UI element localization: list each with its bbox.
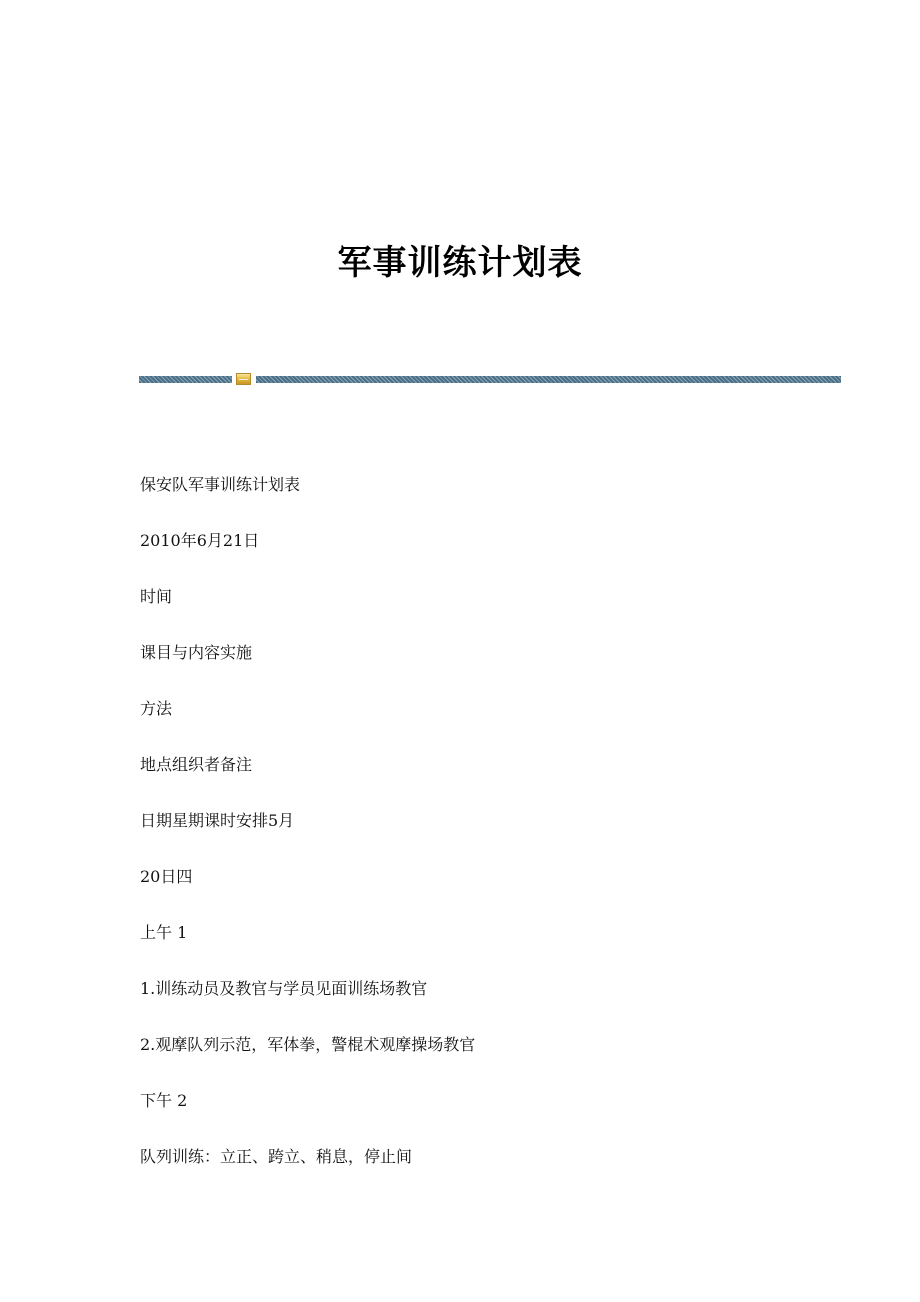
body-line-item-1: 1.训练动员及教官与学员见面训练场教官 [140,979,428,998]
body-line-item-2: 2.观摩队列示范，军体拳，警棍术观摩操场教官 [140,1035,476,1054]
divider-bar-left [139,376,232,383]
body-line-afternoon: 下午 2 [140,1091,188,1110]
body-line-day: 20日四 [140,867,193,886]
body-line-morning: 上午 1 [140,923,188,942]
body-line-schedule-header: 日期星期课时安排5月 [140,811,295,830]
document-body [140,471,840,1199]
body-line-location-organizer: 地点组织者备注 [140,755,253,774]
body-line-drill: 队列训练：立正、跨立、稍息，停止间 [140,1147,413,1166]
body-line-subject: 课目与内容实施 [140,643,253,662]
body-line-time: 时间 [140,587,173,606]
body-line-method: 方法 [140,699,173,718]
document-title: 军事训练计划表 [337,242,583,283]
divider-bar-right [256,376,841,383]
decorative-divider [139,373,841,385]
divider-ornament-icon [236,373,251,385]
body-line-date: 2010年6月21日 [140,531,260,550]
body-line-unit-title: 保安队军事训练计划表 [140,475,301,494]
